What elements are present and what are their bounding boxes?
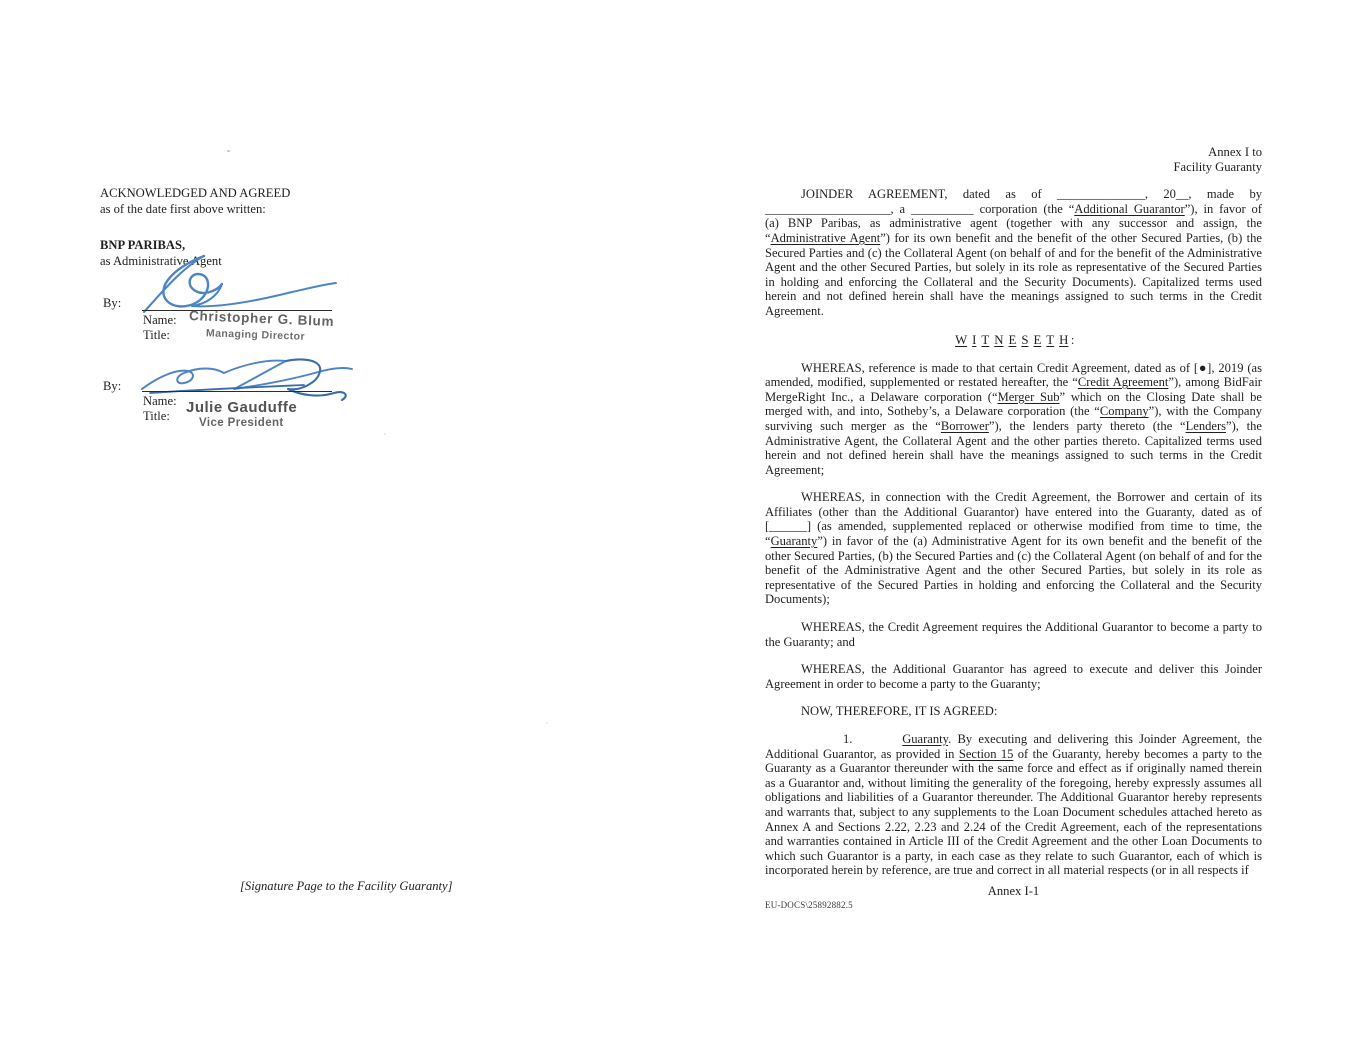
scan-artifact xyxy=(546,722,548,724)
acknowledged-heading: ACKNOWLEDGED AND AGREED xyxy=(100,186,291,200)
signature-ink-1 xyxy=(134,252,340,314)
paragraph: WHEREAS, in connection with the Credit Agreement, the Borrower and certain of its Affiliates (other than the Additional Guarantor) have entered into the Guaranty, dated as of [______] (as amended, supplemented replaced or otherwise modified from time to time, the “Guaranty”) in favor of the (a) Administrative Agent for its own benefit and the benefit of the other Secured Parties, (b) the Secured Parties and (c) the Collateral Agent (on behalf of and for the benefit of the Administrative Agent and the other Secured Parties, but solely in its role as representative of the Secured Parties in holding and enforcing the Collateral and the Security Documents); xyxy=(765,490,1262,607)
witnesseth-heading: W I T N E S E T H : xyxy=(955,332,1075,347)
paragraph: WHEREAS, the Additional Guarantor has agreed to execute and deliver this Joinder Agreement in order to become a party to the Guaranty; xyxy=(765,662,1262,691)
name-label-1: Name: xyxy=(143,313,177,327)
document-page-left xyxy=(0,0,682,1055)
annex-header xyxy=(765,145,1262,174)
by-label-1: By: xyxy=(103,296,122,310)
acknowledged-subline: as of the date first above written: xyxy=(100,202,266,216)
scan-artifact xyxy=(384,433,386,435)
document-id-footer: EU-DOCS\25892882.5 xyxy=(765,900,853,910)
right-page-column xyxy=(765,145,1262,878)
name-label-2: Name: xyxy=(143,394,177,408)
by-label-2: By: xyxy=(103,379,122,393)
annex-header-line2: Facility Guaranty xyxy=(1173,159,1262,174)
title-label-2: Title: xyxy=(143,409,170,423)
title-label-1: Title: xyxy=(143,328,170,342)
signer-name-2: Julie Gauduffe xyxy=(186,399,298,416)
signer-title-1: Managing Director xyxy=(205,327,306,343)
company-name: BNP PARIBAS, xyxy=(100,238,186,252)
signer-title-2: Vice President xyxy=(199,417,284,429)
paragraph: NOW, THEREFORE, IT IS AGREED: xyxy=(801,704,998,719)
signature-page-footer: [Signature Page to the Facility Guaranty] xyxy=(240,879,453,893)
company-role: as Administrative Agent xyxy=(100,254,222,268)
paragraph: WHEREAS, the Credit Agreement requires the Additional Guarantor to become a party to the Guaranty; and xyxy=(765,620,1262,649)
paragraph: JOINDER AGREEMENT, dated as of ______________, 20__, made by ____________________, a __________ corporation (the “Additional Guarantor”), in favor of (a) BNP Paribas, as administrative agent (together with any successor and assign, the “Administrative Agent”) for its own benefit and the benefit of the other Secured Parties, (b) the Secured Parties and (c) the Collateral Agent (on behalf of and for the benefit of the Administrative Agent and the other Secured Parties, but solely in its role as representative of the Secured Parties in holding and enforcing the Collateral and the Security Documents). Capitalized terms used herein and not defined herein shall have the meanings assigned to such terms in the Credit Agreement. xyxy=(765,187,1262,318)
paragraph: 1. Guaranty. By executing and delivering this Joinder Agreement, the Additional Guarantor, as provided in Section 15 of the Guaranty, hereby becomes a party to the Guaranty as a Guarantor thereunder with the same force and effect as if originally named therein as a Guarantor and, without limiting the generality of the foregoing, hereby expressly assumes all obligations and liabilities of a Guarantor thereunder. The Additional Guarantor hereby represents and warrants that, subject to any supplements to the Loan Document schedules attached hereto as Annex A and Sections 2.22, 2.23 and 2.24 of the Credit Agreement, each of the representations and warranties contained in Article III of the Credit Agreement and the other Loan Documents to which such Guarantor is a party, in each case as they relate to such Guarantor, each of which is incorporated herein by reference, are true and correct in all material respects (or in all respects if xyxy=(765,732,1262,878)
right-page-paragraphs xyxy=(765,187,1262,878)
signer-name-1: Christopher G. Blum xyxy=(188,307,335,330)
scan-artifact xyxy=(227,150,230,152)
annex-header-line1: Annex I to xyxy=(1208,145,1262,159)
paragraph: WHEREAS, reference is made to that certain Credit Agreement, dated as of [●], 2019 (as amended, modified, supplemented or restated hereafter, the “Credit Agreement”), among BidFair MergeRight Inc., a Delaware corporation (“Merger Sub” which on the Closing Date shall be merged with, and into, Sotheby’s, a Delaware corporation (the “Company”), with the Company surviving such merger as the “Borrower”), the lenders party thereto (the “Lenders”), the Administrative Agent, the Collateral Agent and the other parties thereto. Capitalized terms used herein and not defined herein shall have the meanings assigned to such terms in the Credit Agreement; xyxy=(765,360,1262,477)
page-number: Annex I-1 xyxy=(987,884,1040,898)
signature-line-2 xyxy=(142,391,332,392)
